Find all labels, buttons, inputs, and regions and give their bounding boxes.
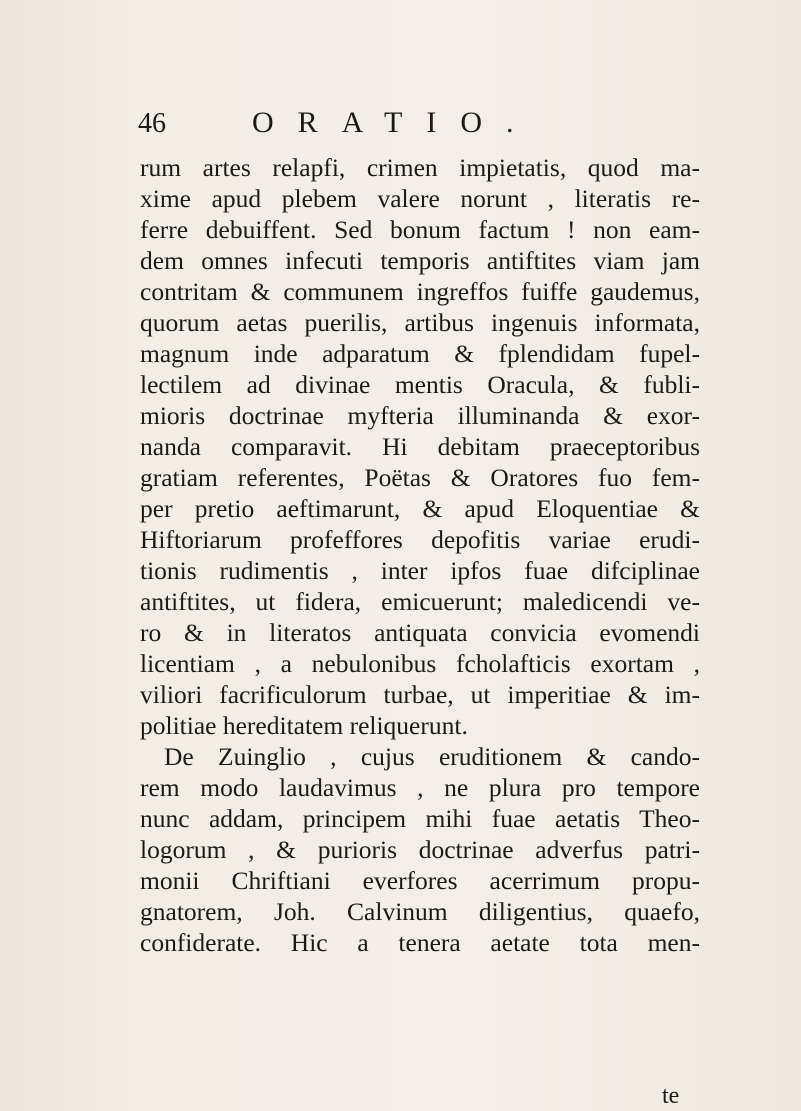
page-header <box>0 106 801 150</box>
text-line: Hiftoriarum profeffores depofitis variae erudi- <box>140 525 700 554</box>
text-line: ferre debuiffent. Sed bonum factum ! non eam- <box>140 215 700 244</box>
text-line: contritam & communem ingreffos fuiffe gaudemus, <box>140 277 700 306</box>
catchword: te <box>662 1083 680 1109</box>
text-line: dem omnes infecuti temporis antiftites viam jam <box>140 246 700 275</box>
text-line: antiftites, ut fidera, emicuerunt; maledicendi ve- <box>140 587 700 616</box>
text-line: lectilem ad divinae mentis Oracula, & fubli- <box>140 370 700 399</box>
text-line: nanda comparavit. Hi debitam praeceptoribus <box>140 432 700 461</box>
text-line: gratiam referentes, Poëtas & Oratores fuo fem- <box>140 463 700 492</box>
text-line: licentiam , a nebulonibus fcholafticis exortam , <box>140 649 700 678</box>
text-line: viliori facrificulorum turbae, ut imperitiae & im- <box>140 680 700 709</box>
text-line: confiderate. Hic a tenera aetate tota men- <box>140 928 700 957</box>
text-line: mioris doctrinae myfteria illuminanda & exor- <box>140 401 700 430</box>
text-line: monii Chriftiani everfores acerrimum propu- <box>140 866 700 895</box>
text-line: rum artes relapfi, crimen impietatis, quod ma- <box>140 153 700 182</box>
text-line: De Zuinglio , cujus eruditionem & cando- <box>164 742 700 771</box>
text-line: politiae hereditatem reliquerunt. <box>140 711 468 740</box>
text-line: quorum aetas puerilis, artibus ingenuis informata, <box>140 308 700 337</box>
text-line: per pretio aeftimarunt, & apud Eloquentiae & <box>140 494 700 523</box>
text-line: gnatorem, Joh. Calvinum diligentius, quaefo, <box>140 897 700 926</box>
text-line: magnum inde adparatum & fplendidam fupel- <box>140 339 700 368</box>
text-line: logorum , & purioris doctrinae adverfus patri- <box>140 835 700 864</box>
text-line: tionis rudimentis , inter ipfos fuae difciplinae <box>140 556 700 585</box>
running-title: ORATIO. <box>252 106 538 139</box>
text-line: nunc addam, principem mihi fuae aetatis Theo- <box>140 804 700 833</box>
text-line: ro & in literatos antiquata convicia evomendi <box>140 618 700 647</box>
page-number: 46 <box>138 108 166 139</box>
body-text <box>140 152 700 958</box>
text-line: rem modo laudavimus , ne plura pro tempore <box>140 773 700 802</box>
text-line: xime apud plebem valere norunt , literatis re- <box>140 184 700 213</box>
